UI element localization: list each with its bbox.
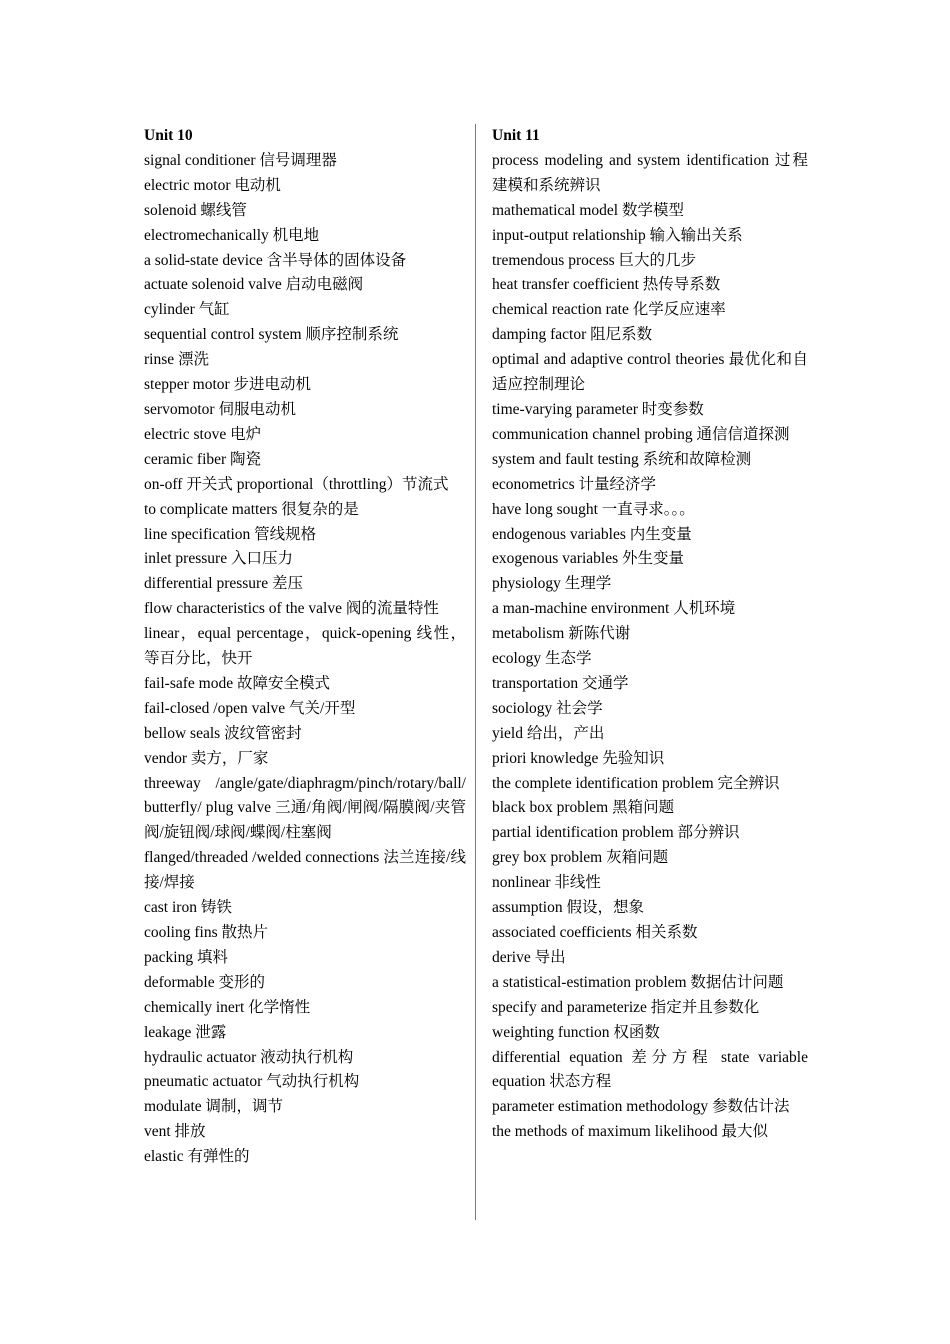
vocab-entry: derive 导出 (492, 948, 566, 966)
vocab-entry: electric stove 电炉 (144, 425, 262, 443)
vocab-entry: heat transfer coefficient 热传导系数 (492, 276, 721, 294)
vocab-entry: econometrics 计量经济学 (492, 475, 657, 493)
vocab-entry: ceramic fiber 陶瓷 (144, 450, 262, 468)
vocab-entry: vent 排放 (144, 1123, 206, 1141)
vocab-entry: sociology 社会学 (492, 699, 603, 717)
vocab-entry: solenoid 螺线管 (144, 201, 247, 219)
vocab-entry: cast iron 铸铁 (144, 899, 232, 917)
vocab-entry: deformable 变形的 (144, 973, 265, 991)
vocab-entry: bellow seals 波纹管密封 (144, 724, 302, 742)
vocab-entry: stepper motor 步进电动机 (144, 376, 312, 394)
vocab-entry: weighting function 权函数 (492, 1023, 660, 1041)
vocab-entry: chemical reaction rate 化学反应速率 (492, 301, 726, 319)
vocab-entry: specify and parameterize 指定并且参数化 (492, 998, 760, 1016)
vocab-entry: partial identification problem 部分辨识 (492, 824, 740, 842)
vocab-entry: nonlinear 非线性 (492, 874, 601, 892)
vocab-entry: time-varying parameter 时变参数 (492, 400, 704, 418)
vocab-entry: rinse 漂洗 (144, 351, 210, 369)
vocab-entry: electric motor 电动机 (144, 176, 281, 194)
vocab-entry: elastic 有弹性的 (144, 1148, 250, 1166)
vocab-entry: inlet pressure 入口压力 (144, 550, 293, 568)
vocab-entry: pneumatic actuator 气动执行机构 (144, 1073, 360, 1091)
vocab-entry: black box problem 黑箱问题 (492, 799, 675, 817)
unit-11-column (492, 124, 808, 1145)
vocab-entry: threeway /angle/gate/diaphragm/pinch/rotary/ball/ butterfly/ plug valve 三通/角阀/闸阀/隔膜阀/夹管阀/旋钮阀/球阀/蝶阀/柱塞阀 (144, 774, 466, 842)
vocab-entry: modulate 调制，调节 (144, 1098, 284, 1116)
vocab-entry: associated coefficients 相关系数 (492, 924, 698, 941)
vocab-entry: fail-closed /open valve 气关/开型 (144, 699, 356, 717)
vocab-entry: mathematical model 数学模型 (492, 201, 684, 219)
vocab-entry: have long sought 一直寻求。。。 (492, 500, 695, 518)
vocab-entry: ecology 生态学 (492, 650, 592, 668)
vocab-entry: cylinder 气缸 (144, 301, 230, 319)
vocab-entry: differential equation 差分方程 state variable equation 状态方程 (492, 1048, 808, 1091)
vocab-entry: yield 给出，产出 (492, 724, 605, 742)
vocab-entry: tremendous process 巨大的几步 (492, 251, 697, 269)
vocab-entry: a solid-state device 含半导体的固体设备 (144, 251, 407, 269)
vocab-entry: assumption 假设，想象 (492, 899, 644, 917)
vocab-entry: priori knowledge 先验知识 (492, 749, 665, 767)
vocab-entry: physiology 生理学 (492, 575, 612, 593)
unit-10-column (144, 124, 466, 1170)
vocab-entry: metabolism 新陈代谢 (492, 625, 631, 643)
vocab-entry: linear，equal percentage，quick-opening 线性，等百分比，快开 (144, 625, 466, 668)
vocab-entry: chemically inert 化学惰性 (144, 998, 311, 1016)
vocab-entry: the complete identification problem 完全辨识 (492, 774, 780, 792)
vocab-entry: to complicate matters 很复杂的是 (144, 500, 359, 518)
vocab-entry: flanged/threaded /welded connections 法兰连接/线接/焊接 (144, 849, 466, 892)
vocab-entry: process modeling and system identification 过程建模和系统辨识 (492, 151, 808, 194)
vocab-entry: signal conditioner 信号调理器 (144, 151, 337, 169)
vocab-entry: leakage 泄露 (144, 1023, 227, 1041)
vocab-entry: differential pressure 差压 (144, 575, 303, 593)
vocab-entry: damping factor 阻尼系数 (492, 326, 653, 344)
vocab-entry: grey box problem 灰箱问题 (492, 849, 669, 867)
column-divider (475, 124, 476, 1220)
vocab-entry: electromechanically 机电地 (144, 226, 320, 244)
unit-11-title: Unit 11 (492, 127, 540, 144)
vocab-entry: fail-safe mode 故障安全模式 (144, 674, 330, 692)
unit-10-title: Unit 10 (144, 127, 193, 144)
vocab-entry: optimal and adaptive control theories 最优化和自适应控制理论 (492, 351, 808, 394)
vocab-entry: cooling fins 散热片 (144, 924, 268, 941)
vocab-entry: endogenous variables 内生变量 (492, 525, 692, 543)
vocab-entry: parameter estimation methodology 参数估计法 (492, 1098, 790, 1116)
vocab-entry: servomotor 伺服电动机 (144, 400, 296, 418)
vocab-entry: transportation 交通学 (492, 674, 629, 692)
vocab-entry: communication channel probing 通信信道探测 (492, 425, 790, 443)
vocab-entry: on-off 开关式 proportional（throttling）节流式 (144, 475, 449, 493)
vocab-entry: a statistical-estimation problem 数据估计问题 (492, 973, 784, 991)
vocab-entry: packing 填料 (144, 948, 228, 966)
vocab-entry: a man-machine environment 人机环境 (492, 600, 736, 618)
vocab-entry: the methods of maximum likelihood 最大似 (492, 1123, 768, 1141)
vocab-entry: flow characteristics of the valve 阀的流量特性 (144, 600, 439, 618)
vocab-entry: system and fault testing 系统和故障检测 (492, 450, 752, 468)
vocab-entry: line specification 管线规格 (144, 525, 317, 543)
vocab-entry: vendor 卖方，厂家 (144, 749, 269, 767)
vocab-entry: sequential control system 顺序控制系统 (144, 326, 399, 344)
vocab-entry: hydraulic actuator 液动执行机构 (144, 1048, 354, 1066)
vocab-entry: input-output relationship 输入输出关系 (492, 226, 743, 244)
vocab-entry: actuate solenoid valve 启动电磁阀 (144, 276, 364, 294)
vocab-entry: exogenous variables 外生变量 (492, 550, 684, 568)
